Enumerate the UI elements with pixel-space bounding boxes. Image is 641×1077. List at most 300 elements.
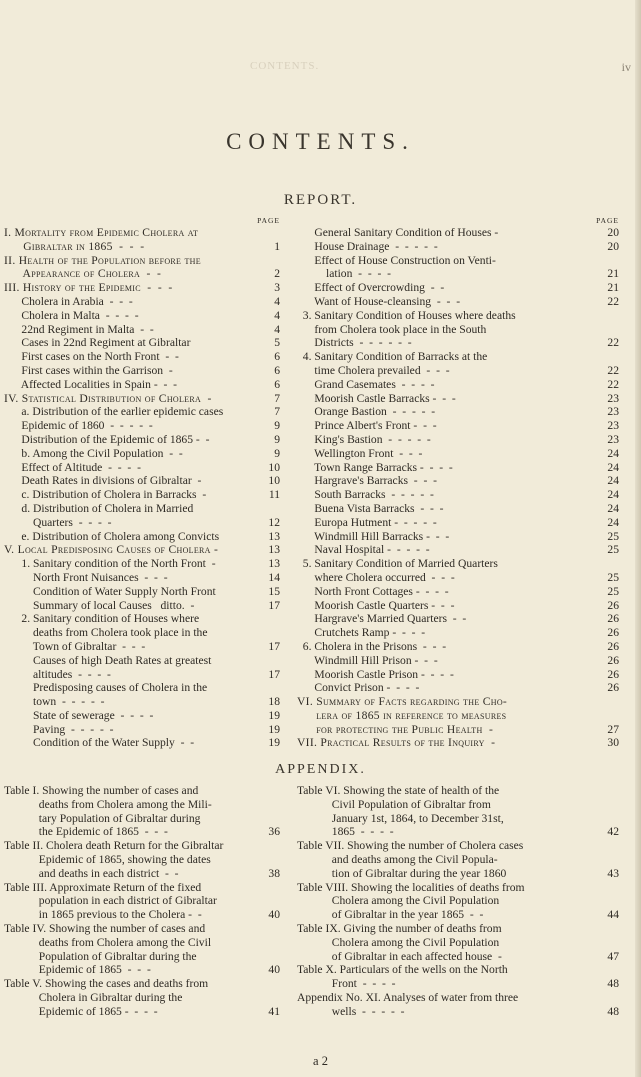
toc-entry-text: lera of 1865 in reference to measures: [297, 708, 507, 722]
toc-entry-text: Table I. Showing the number of cases and: [4, 784, 199, 797]
toc-entry-text: Epidemic of 1865, showing the dates: [4, 852, 211, 866]
toc-entry: [4, 681, 280, 695]
toc-entry: [4, 557, 280, 571]
toc-entry-page: 4: [274, 322, 280, 336]
toc-entry: [297, 709, 619, 723]
toc-entry-text: Districts - - - - - -: [297, 336, 412, 350]
toc-entry: [4, 543, 280, 557]
toc-entry-page: 26: [607, 626, 619, 640]
toc-entry-page: 41: [268, 1004, 280, 1018]
report-heading: REPORT.: [283, 192, 358, 208]
toc-entry-text: General Sanitary Condition of Houses -: [297, 226, 499, 239]
toc-entry-text: First cases within the Garrison -: [4, 363, 173, 377]
toc-entry-page: 2: [274, 267, 280, 281]
toc-entry-text: Distribution of the Epidemic of 1865 - -: [4, 432, 210, 446]
toc-entry-text: Cholera in Malta - - - -: [4, 308, 139, 322]
toc-entry-text: Epidemic of 1860 - - - - -: [4, 419, 153, 433]
toc-entry-page: 20: [607, 226, 619, 239]
toc-entry: [297, 950, 619, 964]
toc-entry-text: III. History of the Epidemic - - -: [4, 281, 173, 295]
appendix-heading: APPENDIX.: [275, 762, 366, 777]
toc-entry-text: January 1st, 1864, to December 31st,: [297, 811, 504, 825]
toc-entry-text: Windmill Hill Barracks - - -: [297, 529, 450, 543]
toc-entry: [297, 364, 619, 378]
toc-entry-page: 24: [607, 474, 619, 488]
toc-entry-text: Epidemic of 1865 - - -: [4, 963, 151, 977]
toc-entry-page: 38: [268, 866, 280, 880]
toc-entry-text: altitudes - - - -: [4, 667, 111, 681]
toc-entry: [4, 950, 280, 964]
toc-entry: [4, 736, 280, 750]
toc-entry: [4, 963, 280, 977]
toc-entry: [297, 839, 619, 853]
toc-entry: [4, 350, 280, 364]
toc-entry: [297, 543, 619, 557]
toc-entry-page: 18: [268, 695, 280, 709]
toc-entry-text: Town of Gibraltar - - -: [4, 639, 146, 653]
toc-entry-text: Condition of the Water Supply - -: [4, 736, 195, 750]
toc-entry-text: Town Range Barracks - - - -: [297, 460, 453, 474]
toc-entry: [297, 936, 619, 950]
toc-entry-text: Moorish Castle Barracks - - -: [297, 391, 456, 405]
toc-entry: [4, 812, 280, 826]
toc-entry: [297, 461, 619, 475]
toc-entry: [4, 825, 280, 839]
toc-entry: [297, 502, 619, 516]
toc-entry-text: Hargrave's Barracks - - -: [297, 474, 437, 488]
toc-entry-text: b. Among the Civil Population - -: [4, 446, 183, 460]
toc-entry-text: lation - - - -: [297, 267, 392, 281]
toc-entry: [4, 502, 280, 516]
toc-entry-page: 21: [607, 267, 619, 281]
toc-entry-text: d. Distribution of Cholera in Married: [4, 501, 194, 515]
toc-entry: [297, 419, 619, 433]
toc-entry-page: 1: [274, 239, 280, 253]
toc-entry-text: Convict Prison - - - -: [297, 681, 420, 695]
toc-entry: [4, 599, 280, 613]
toc-entry-text: Paving - - - - -: [4, 722, 114, 736]
toc-entry-text: and deaths in each district - -: [4, 866, 179, 880]
toc-entry-text: Cholera among the Civil Population: [297, 894, 500, 908]
toc-entry-page: 44: [607, 908, 619, 922]
toc-entry: [297, 723, 619, 737]
toc-entry-page: 22: [607, 336, 619, 350]
toc-entry-text: Wellington Front - - -: [297, 446, 423, 460]
toc-entry-page: 19: [268, 736, 280, 750]
toc-entry-text: Windmill Hill Prison - - -: [297, 653, 438, 667]
toc-entry: [4, 295, 280, 309]
toc-entry-text: Cases in 22nd Regiment at Gibraltar: [4, 336, 191, 350]
toc-entry: [4, 267, 280, 281]
toc-entry: [297, 668, 619, 682]
toc-entry-text: in 1865 previous to the Cholera - -: [4, 908, 202, 922]
toc-entry: [297, 488, 619, 502]
toc-entry: [4, 922, 280, 936]
toc-entry-text: First cases on the North Front - -: [4, 350, 179, 364]
signature-mark: a 2: [313, 1054, 328, 1068]
toc-entry-page: 24: [607, 488, 619, 502]
toc-entry-page: 13: [268, 557, 280, 571]
appendix-left-column: [4, 784, 280, 1019]
toc-entry: [4, 936, 280, 950]
toc-entry: [297, 798, 619, 812]
toc-entry-text: 6. Cholera in the Prisons - - -: [297, 639, 447, 653]
bleed-through-text: CONTENTS.: [250, 60, 320, 72]
toc-entry-text: Grand Casemates - - - -: [297, 377, 435, 391]
toc-entry: [297, 599, 619, 613]
toc-entry-page: 26: [607, 612, 619, 626]
toc-entry-page: 12: [268, 515, 280, 529]
toc-entry-text: population in each district of Gibraltar: [4, 894, 217, 908]
toc-entry: [4, 585, 280, 599]
toc-entry-page: 22: [607, 363, 619, 377]
toc-entry: [297, 681, 619, 695]
toc-entry-page: 4: [274, 294, 280, 308]
toc-entry: [297, 530, 619, 544]
toc-entry-page: 17: [268, 598, 280, 612]
toc-entry-page: 25: [607, 584, 619, 598]
page-number: iv: [621, 60, 631, 74]
toc-entry: [4, 226, 280, 240]
toc-entry: [4, 336, 280, 350]
toc-entry-text: wells - - - - -: [297, 1004, 405, 1018]
toc-entry-page: 24: [607, 515, 619, 529]
toc-entry-text: Condition of Water Supply North Front: [4, 584, 216, 598]
page-column-label: PAGE: [596, 216, 619, 225]
toc-entry-text: VII. Practical Results of the Inquiry -: [297, 736, 496, 750]
toc-entry: [4, 433, 280, 447]
toc-entry: [4, 894, 280, 908]
toc-entry-page: 9: [274, 432, 280, 446]
toc-entry: [4, 723, 280, 737]
appendix-right-column: [297, 784, 619, 1019]
toc-entry-text: Effect of Altitude - - - -: [4, 460, 141, 474]
toc-entry: [297, 612, 619, 626]
toc-entry: [4, 309, 280, 323]
toc-entry-page: 10: [268, 460, 280, 474]
toc-entry-text: 3. Sanitary Condition of Houses where deaths: [297, 308, 516, 322]
toc-entry-page: 7: [274, 405, 280, 419]
toc-entry: [4, 709, 280, 723]
toc-entry: [297, 392, 619, 406]
toc-entry: [297, 254, 619, 268]
toc-entry: [297, 922, 619, 936]
toc-entry-text: Table II. Cholera death Return for the Gibraltar: [4, 839, 224, 853]
toc-entry: [4, 626, 280, 640]
toc-entry: [297, 447, 619, 461]
toc-entry: [4, 488, 280, 502]
toc-entry-text: Causes of high Death Rates at greatest: [4, 653, 212, 667]
toc-entry: [297, 654, 619, 668]
toc-entry-text: town - - - - -: [4, 695, 105, 709]
toc-entry: [4, 254, 280, 268]
toc-entry-page: 26: [607, 598, 619, 612]
report-right-column: [297, 216, 619, 750]
toc-entry-text: time Cholera prevailed - - -: [297, 363, 450, 377]
toc-entry: [297, 695, 619, 709]
toc-entry-text: Hargrave's Married Quarters - -: [297, 612, 467, 626]
toc-entry-text: Table IV. Showing the number of cases and: [4, 921, 206, 935]
report-left-column: [4, 216, 280, 750]
toc-entry-page: 43: [607, 866, 619, 880]
toc-entry-page: 48: [607, 1004, 619, 1018]
toc-entry-page: 26: [607, 639, 619, 653]
toc-entry-text: Buena Vista Barracks - - -: [297, 501, 444, 515]
toc-entry: [297, 825, 619, 839]
toc-entry: [297, 736, 619, 750]
toc-entry-text: the Epidemic of 1865 - - -: [4, 825, 168, 839]
toc-entry-page: 11: [268, 488, 280, 502]
toc-entry-text: Table III. Approximate Return of the fixed: [4, 880, 202, 894]
toc-entry: [297, 908, 619, 922]
toc-entry: [297, 516, 619, 530]
toc-entry: [4, 977, 280, 991]
toc-entry-page: 26: [607, 667, 619, 681]
toc-entry: [297, 853, 619, 867]
toc-entry-text: from Cholera took place in the South: [297, 322, 487, 336]
toc-entry-text: deaths from Cholera among the Civil: [4, 935, 212, 949]
toc-entry-page: 24: [607, 460, 619, 474]
toc-entry: [297, 240, 619, 254]
toc-entry-text: Affected Localities in Spain - - -: [4, 377, 178, 391]
toc-entry-text: Front - - - -: [297, 977, 396, 991]
toc-entry-text: 1. Sanitary condition of the North Front -: [4, 557, 216, 571]
toc-entry-text: Moorish Castle Quarters - - -: [297, 598, 455, 612]
toc-entry: [4, 881, 280, 895]
toc-entry-page: 27: [607, 722, 619, 736]
toc-entry: [4, 447, 280, 461]
toc-entry-text: Quarters - - - -: [4, 515, 112, 529]
toc-entry-page: 13: [268, 529, 280, 543]
toc-entry-page: 48: [607, 977, 619, 991]
toc-entry-page: 42: [607, 825, 619, 839]
toc-entry-page: 22: [607, 294, 619, 308]
toc-entry-text: 1865 - - - -: [297, 825, 394, 839]
toc-entry-page: 23: [607, 432, 619, 446]
toc-entry: [4, 419, 280, 433]
toc-entry-text: Crutchets Ramp - - - -: [297, 626, 426, 640]
toc-entry-text: Table VII. Showing the number of Cholera cases: [297, 839, 524, 853]
toc-entry-text: Effect of House Construction on Venti-: [297, 253, 496, 267]
toc-entry-text: 4. Sanitary Condition of Barracks at the: [297, 350, 488, 364]
toc-entry-text: Europa Hutment - - - - -: [297, 515, 437, 529]
page-edge: [635, 0, 641, 1077]
toc-entry: [297, 323, 619, 337]
toc-entry-page: 36: [268, 825, 280, 839]
toc-entry-text: VI. Summary of Facts regarding the Cho-: [297, 695, 508, 709]
toc-entry-text: Epidemic of 1865 - - - -: [4, 1004, 158, 1018]
toc-entry: [4, 695, 280, 709]
toc-entry: [297, 812, 619, 826]
toc-entry: [297, 295, 619, 309]
toc-entry-page: 23: [607, 419, 619, 433]
toc-entry-text: Want of House-cleansing - - -: [297, 294, 461, 308]
toc-entry: [4, 516, 280, 530]
toc-entry-text: a. Distribution of the earlier epidemic cases: [4, 405, 224, 419]
toc-entry: [4, 640, 280, 654]
toc-entry-page: 10: [268, 474, 280, 488]
toc-entry-text: of Gibraltar in each affected house -: [297, 949, 502, 963]
toc-entry-page: 26: [607, 653, 619, 667]
toc-entry-page: 47: [607, 949, 619, 963]
toc-entry-text: V. Local Predisposing Causes of Cholera -: [4, 543, 219, 557]
toc-entry-page: 6: [274, 377, 280, 391]
toc-entry-text: c. Distribution of Cholera in Barracks -: [4, 488, 207, 502]
toc-entry: [297, 881, 619, 895]
toc-entry-text: Table VI. Showing the state of health of the: [297, 784, 500, 797]
page-column-label: PAGE: [257, 216, 280, 225]
toc-entry: [297, 963, 619, 977]
toc-entry-page: 9: [274, 419, 280, 433]
toc-entry: [4, 853, 280, 867]
toc-entry-text: Appearance of Cholera - -: [4, 267, 162, 281]
toc-entry: [4, 240, 280, 254]
toc-entry-page: 25: [607, 543, 619, 557]
toc-entry-page: 24: [607, 501, 619, 515]
toc-entry: [297, 1005, 619, 1019]
toc-entry-page: 13: [268, 543, 280, 557]
toc-entry-text: Prince Albert's Front - - -: [297, 419, 437, 433]
toc-entry: [4, 571, 280, 585]
toc-entry-page: 25: [607, 529, 619, 543]
toc-entry-page: 26: [607, 681, 619, 695]
toc-entry-text: I. Mortality from Epidemic Cholera at: [4, 226, 199, 239]
toc-entry-text: where Cholera occurred - - -: [297, 570, 455, 584]
toc-entry-text: deaths from Cholera among the Mili-: [4, 797, 212, 811]
toc-entry-page: 21: [607, 281, 619, 295]
toc-entry-text: Cholera among the Civil Population: [297, 935, 500, 949]
toc-entry-text: Effect of Overcrowding - -: [297, 281, 445, 295]
toc-entry-page: 6: [274, 350, 280, 364]
toc-entry: [297, 991, 619, 1005]
toc-entry-page: 14: [268, 570, 280, 584]
toc-entry: [297, 309, 619, 323]
toc-entry-text: Orange Bastion - - - - -: [297, 405, 436, 419]
toc-entry-text: 5. Sanitary Condition of Married Quarters: [297, 557, 498, 571]
toc-entry: [297, 378, 619, 392]
toc-entry-text: and deaths among the Civil Popula-: [297, 852, 498, 866]
toc-entry-text: House Drainage - - - - -: [297, 239, 438, 253]
toc-entry: [297, 226, 619, 240]
toc-entry: [4, 798, 280, 812]
toc-entry: [297, 626, 619, 640]
toc-entry-text: Appendix No. XI. Analyses of water from three: [297, 990, 519, 1004]
toc-entry-text: deaths from Cholera took place in the: [4, 626, 208, 640]
toc-entry: [4, 405, 280, 419]
toc-entry-text: Table V. Showing the cases and deaths from: [4, 977, 209, 991]
toc-entry: [297, 585, 619, 599]
toc-entry-page: 9: [274, 446, 280, 460]
toc-entry-text: Gibraltar in 1865 - - -: [4, 239, 145, 253]
toc-entry-text: King's Bastion - - - - -: [297, 432, 431, 446]
toc-entry-page: 24: [607, 446, 619, 460]
toc-entry: [297, 433, 619, 447]
toc-entry: [297, 281, 619, 295]
toc-entry: [297, 977, 619, 991]
toc-entry: [297, 640, 619, 654]
toc-entry: [4, 323, 280, 337]
toc-entry-page: 19: [268, 722, 280, 736]
toc-entry-page: 22: [607, 377, 619, 391]
toc-entry-page: 25: [607, 570, 619, 584]
toc-entry-page: 4: [274, 308, 280, 322]
toc-entry: [4, 1005, 280, 1019]
toc-entry-text: Table IX. Giving the number of deaths from: [297, 921, 502, 935]
toc-entry: [297, 350, 619, 364]
toc-entry-text: II. Health of the Population before the: [4, 253, 201, 267]
toc-entry: [4, 530, 280, 544]
toc-entry: [4, 991, 280, 1005]
toc-entry: [297, 571, 619, 585]
toc-entry: [4, 364, 280, 378]
toc-entry: [4, 908, 280, 922]
toc-entry-text: Moorish Castle Prison - - - -: [297, 667, 454, 681]
page-title: CONTENTS.: [226, 129, 415, 154]
toc-entry-text: North Front Nuisances - - -: [4, 570, 168, 584]
toc-entry: [4, 668, 280, 682]
toc-entry: [297, 557, 619, 571]
toc-entry-text: e. Distribution of Cholera among Convicts: [4, 529, 220, 543]
toc-entry-page: 23: [607, 405, 619, 419]
toc-entry: [4, 612, 280, 626]
toc-entry: [4, 281, 280, 295]
toc-entry: [297, 405, 619, 419]
toc-entry: [297, 474, 619, 488]
toc-entry-text: Civil Population of Gibraltar from: [297, 797, 491, 811]
toc-entry-page: 40: [268, 908, 280, 922]
toc-entry-text: Table X. Particulars of the wells on the North: [297, 963, 508, 977]
toc-entry-text: 22nd Regiment in Malta - -: [4, 322, 154, 336]
toc-entry-page: 30: [607, 736, 619, 750]
toc-entry-text: Naval Hospital - - - - -: [297, 543, 430, 557]
toc-entry-page: 17: [268, 639, 280, 653]
toc-entry-text: North Front Cottages - - - -: [297, 584, 449, 598]
toc-entry-page: 5: [274, 336, 280, 350]
toc-entry: [4, 839, 280, 853]
toc-entry-page: 23: [607, 391, 619, 405]
toc-entry-page: 19: [268, 708, 280, 722]
toc-entry-text: IV. Statistical Distribution of Cholera -: [4, 391, 212, 405]
toc-entry-text: Population of Gibraltar during the: [4, 949, 197, 963]
toc-entry-text: Table VIII. Showing the localities of deaths from: [297, 880, 525, 894]
toc-entry-text: South Barracks - - - - -: [297, 488, 434, 502]
toc-entry: [297, 867, 619, 881]
toc-entry: [4, 378, 280, 392]
toc-entry: [4, 392, 280, 406]
toc-entry-text: for protecting the Public Health -: [297, 722, 494, 736]
toc-entry-page: 3: [274, 281, 280, 295]
toc-entry-text: of Gibraltar in the year 1865 - -: [297, 908, 484, 922]
toc-entry-page: 6: [274, 363, 280, 377]
toc-entry-text: State of sewerage - - - -: [4, 708, 154, 722]
toc-entry-page: 40: [268, 963, 280, 977]
toc-entry: [297, 267, 619, 281]
toc-entry: [4, 461, 280, 475]
toc-entry-page: 20: [607, 239, 619, 253]
toc-entry: [297, 336, 619, 350]
toc-entry-text: tion of Gibraltar during the year 1860: [297, 866, 507, 880]
toc-entry-text: Cholera in Gibraltar during the: [4, 990, 183, 1004]
toc-entry: [4, 654, 280, 668]
toc-entry: [4, 867, 280, 881]
toc-entry-text: Summary of local Causes ditto. -: [4, 598, 195, 612]
toc-entry-text: Predisposing causes of Cholera in the: [4, 681, 208, 695]
toc-entry-text: Cholera in Arabia - - -: [4, 294, 133, 308]
toc-entry-text: tary Population of Gibraltar during: [4, 811, 201, 825]
toc-entry-text: Death Rates in divisions of Gibraltar -: [4, 474, 202, 488]
toc-entry-page: 7: [274, 391, 280, 405]
toc-entry-page: 17: [268, 667, 280, 681]
